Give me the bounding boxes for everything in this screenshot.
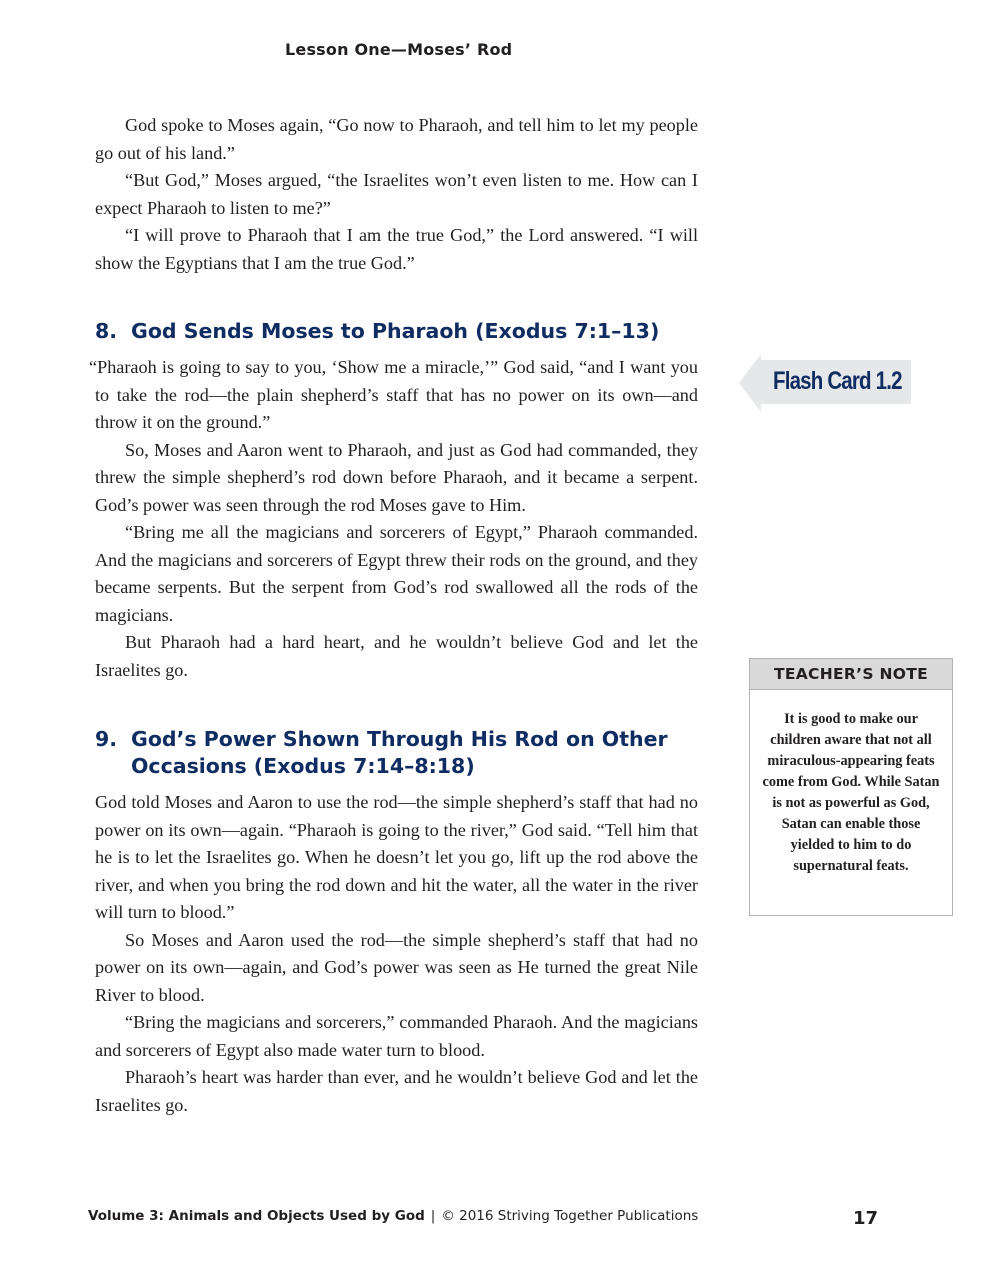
teachers-note-box (749, 658, 953, 916)
page-number: 17 (853, 1208, 879, 1229)
footer-copyright: © 2016 Striving Together Publications (441, 1208, 699, 1224)
flash-card-callout (739, 354, 911, 412)
paragraph: “But God,” Moses argued, “the Israelites won’t even listen to me. How can I expect Pharaoh to listen to me?” (95, 170, 698, 218)
flash-card-label: Flash Card 1.2 (773, 367, 902, 395)
teachers-note-heading: TEACHER’S NOTE (750, 659, 952, 690)
paragraph: But Pharaoh had a hard heart, and he wouldn’t believe God and let the Israelites go. (95, 632, 698, 680)
section-8-text (89, 354, 698, 684)
running-head: Lesson One—Moses’ Rod (285, 40, 513, 59)
paragraph: So Moses and Aaron used the rod—the simple shepherd’s staff that had no power on its own—again, and God’s power was seen as He turned the great Nile River to blood. (95, 929, 698, 1005)
section-heading-8 (95, 318, 715, 345)
paragraph: God told Moses and Aaron to use the rod—the simple shepherd’s staff that had no power on its own—again. “Pharaoh is going to the river,” God said. “Tell him that he is to let the Israelites go. When he doesn’t let you go, lift up the rod above the river, and when you bring the rod down and hit the water, all the water in the river will turn to blood.” (95, 792, 698, 922)
section-title-line1: God’s Power Shown Through His Rod on Other (131, 727, 668, 751)
paragraph: “I will prove to Pharaoh that I am the true God,” the Lord answered. “I will show the Egyptians that I am the true God.” (95, 225, 698, 273)
paragraph: “Bring me all the magicians and sorcerers of Egypt,” Pharaoh commanded. And the magicians and sorcerers of Egypt threw their rods on the ground, and they became serpents. But the serpent from God’s rod swallowed all the rods of the magicians. (95, 522, 698, 625)
intro-text (95, 112, 698, 277)
paragraph: God spoke to Moses again, “Go now to Pharaoh, and tell him to let my people go out of his land.” (95, 115, 698, 163)
section-heading-9 (95, 726, 715, 780)
paragraph: So, Moses and Aaron went to Pharaoh, and just as God had commanded, they threw the simple shepherd’s rod down before Pharaoh, and it became a serpent. God’s power was seen through the rod Moses gave to Him. (95, 439, 698, 515)
paragraph: “Bring the magicians and sorcerers,” commanded Pharaoh. And the magicians and sorcerers of Egypt also made water turn to blood. (95, 1012, 698, 1060)
footer (88, 1208, 698, 1224)
section-title-line2: Occasions (Exodus 7:14–8:18) (131, 754, 475, 778)
footer-volume: Volume 3: Animals and Objects Used by God (88, 1208, 425, 1224)
footer-separator: | (430, 1208, 436, 1224)
section-number: 8. (95, 319, 118, 343)
section-title: God Sends Moses to Pharaoh (Exodus 7:1–13) (131, 319, 660, 343)
paragraph: “Pharaoh is going to say to you, ‘Show me a miracle,’” God said, “and I want you to take the rod—the plain shepherd’s staff that has no power on its own—and throw it on the ground.” (89, 357, 698, 432)
teachers-note-text: It is good to make our children aware that not all miraculous-appearing feats come from God. While Satan is not as powerful as God, Satan can enable those yielded to him to do supernatural feats. (762, 711, 940, 874)
paragraph: Pharaoh’s heart was harder than ever, and he wouldn’t believe God and let the Israelites go. (95, 1067, 698, 1115)
section-9-text (95, 789, 698, 1119)
section-number: 9. (95, 727, 118, 751)
